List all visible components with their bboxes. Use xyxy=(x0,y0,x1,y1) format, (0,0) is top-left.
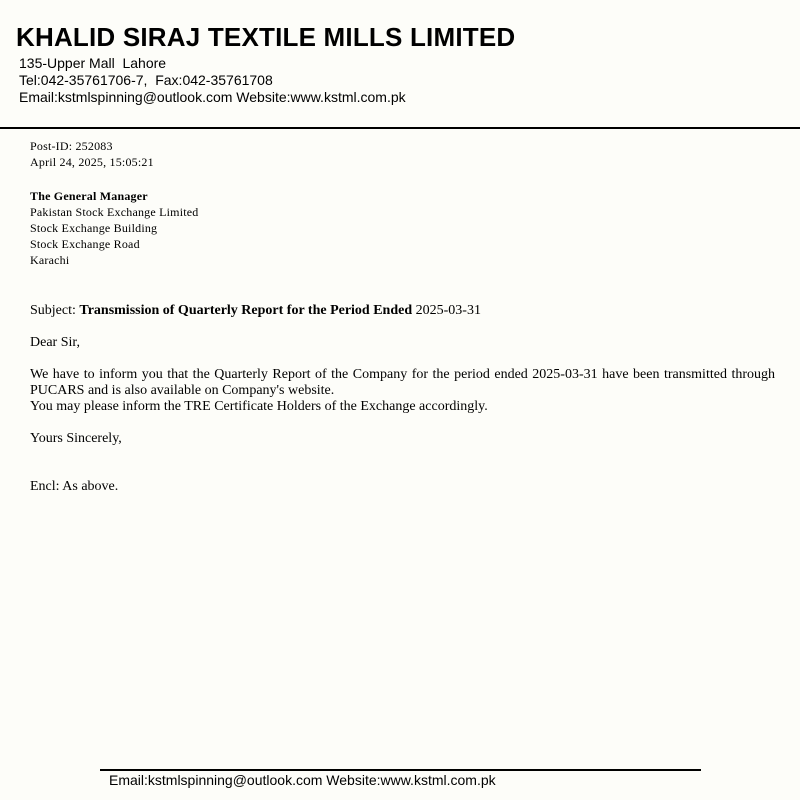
company-name: KHALID SIRAJ TEXTILE MILLS LIMITED xyxy=(16,22,516,52)
company-phone-fax: Tel:042-35761706-7, Fax:042-35761708 xyxy=(19,72,273,88)
recipient-line: Stock Exchange Road xyxy=(30,237,140,251)
footer-email-website: Email:kstmlspinning@outlook.com Website:www.kstml.com.pk xyxy=(109,772,496,788)
subject-text: Transmission of Quarterly Report for the Period Ended xyxy=(79,303,413,318)
header-divider xyxy=(0,127,800,129)
salutation: Dear Sir, xyxy=(30,335,80,350)
letter-meta-block xyxy=(30,138,775,268)
recipient-line: Pakistan Stock Exchange Limited xyxy=(30,205,199,219)
closing: Yours Sincerely, xyxy=(30,431,122,446)
body-paragraph: We have to inform you that the Quarterly Report of the Company for the period ended 2025-03-31 have been transmitted through PUCARS and is also available on Company's website. xyxy=(30,367,775,398)
post-id: Post-ID: 252083 xyxy=(30,139,113,153)
body-paragraph: You may please inform the TRE Certificate Holders of the Exchange accordingly. xyxy=(30,399,488,414)
company-address: 135-Upper Mall Lahore xyxy=(19,55,167,71)
subject-line xyxy=(30,303,481,319)
subject-label: Subject: xyxy=(30,303,76,318)
subject-date: 2025-03-31 xyxy=(415,303,481,318)
footer-divider xyxy=(100,769,701,771)
letterhead xyxy=(0,0,800,128)
company-email-website: Email:kstmlspinning@outlook.com Website:www.kstml.com.pk xyxy=(19,89,406,105)
recipient-block xyxy=(30,188,775,268)
post-datetime: April 24, 2025, 15:05:21 xyxy=(30,155,154,169)
enclosure-note: Encl: As above. xyxy=(30,479,119,494)
recipient-line: Karachi xyxy=(30,253,70,267)
letter-body xyxy=(30,367,775,415)
recipient-line: Stock Exchange Building xyxy=(30,221,158,235)
recipient-title: The General Manager xyxy=(30,189,148,203)
